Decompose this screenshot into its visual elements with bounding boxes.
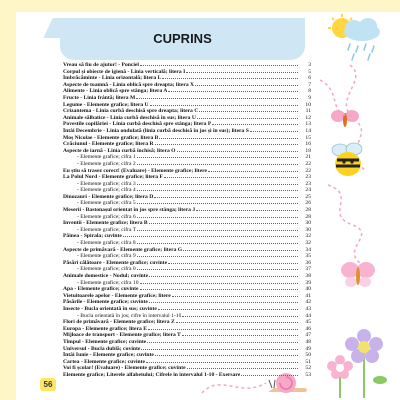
toc-entry-text: - Elemente grafice; cifra T xyxy=(77,226,137,233)
toc-entry xyxy=(63,227,311,234)
toc-entry-text: Eu știu să trasez corect! (Evaluare) - Elemente grafice; litere xyxy=(63,167,207,174)
toc-entry-text: La Polul Nord - Elemente grafice; litera F xyxy=(63,174,163,181)
toc-entry-text: Întâi Iunie - Elemente grafice; cuvinte xyxy=(63,352,154,359)
toc-entry xyxy=(63,115,311,122)
toc-leader-dots xyxy=(149,276,298,277)
toc-entry xyxy=(63,174,311,181)
toc-leader-dots xyxy=(176,322,298,323)
toc-entry-page: 42 xyxy=(305,299,311,306)
toc-entry xyxy=(63,207,311,214)
toc-entry-page: 6 xyxy=(308,75,311,82)
toc-leader-dots xyxy=(197,118,298,119)
toc-entry-page: 44 xyxy=(305,312,311,319)
toc-leader-dots xyxy=(123,236,298,237)
toc-leader-dots xyxy=(140,283,299,284)
toc-leader-dots xyxy=(137,230,298,231)
toc-leader-dots xyxy=(172,296,298,297)
toc-leader-dots xyxy=(148,329,298,330)
toc-entry xyxy=(63,141,311,148)
toc-entry-text: Îmbrăcăminte - Linia orizontală; litera L xyxy=(63,75,162,82)
toc-entry-page: 7 xyxy=(308,81,311,88)
toc-entry xyxy=(63,82,311,89)
toc-entry-text: Aspecte de toamnă - Linia oblică spre dreapta; litera X xyxy=(63,81,195,88)
toc-leader-dots xyxy=(155,144,298,145)
toc-entry-page: 38 xyxy=(305,273,311,279)
toc-entry xyxy=(63,352,311,359)
toc-entry-text: - Elemente grafice; cifra 4 xyxy=(77,187,136,194)
toc-entry xyxy=(63,95,311,102)
toc-leader-dots xyxy=(168,263,298,264)
toc-entry xyxy=(63,280,311,287)
toc-entry xyxy=(63,299,311,306)
toc-entry xyxy=(63,346,311,353)
toc-entry xyxy=(63,326,311,333)
toc-entry xyxy=(63,62,311,69)
toc-entry-text: Timpul - Elemente grafice; cuvinte xyxy=(63,338,147,345)
toc-entry-page: 30 xyxy=(305,220,311,227)
toc-entry xyxy=(63,214,311,221)
toc-leader-dots xyxy=(182,316,298,317)
toc-entry-text: Povestile copilăriei - Linia curbă deschisă spre stânga; litera P xyxy=(63,121,212,128)
toc-entry-page: 9 xyxy=(308,94,311,101)
toc-entry xyxy=(63,148,311,155)
toc-leader-dots xyxy=(196,210,298,211)
toc-entry-text: Flori de primăvară - Elemente grafice; litera Z xyxy=(63,319,175,326)
toc-entry-page: 28 xyxy=(305,213,311,220)
toc-leader-dots xyxy=(186,72,298,73)
toc-leader-dots xyxy=(137,269,298,270)
toc-leader-dots xyxy=(199,111,298,112)
toc-entry xyxy=(63,194,311,201)
toc-entry-page: 46 xyxy=(305,325,311,332)
toc-entry xyxy=(63,233,311,240)
toc-entry-page: 53 xyxy=(305,371,311,378)
toc-entry-text: - Elemente grafice; cifra 10 xyxy=(77,279,139,286)
toc-entry-text: Întâi Decembrie - Linia ondulată (linia curbă deschisă în jos și în sus); litera S xyxy=(63,127,249,134)
toc-entry-page: 43 xyxy=(305,305,311,312)
toc-entry xyxy=(63,121,311,128)
toc-entry xyxy=(63,154,311,161)
toc-entry-page: 41 xyxy=(305,292,311,299)
toc-entry xyxy=(63,359,311,366)
toc-leader-dots xyxy=(137,256,298,257)
toc-entry-text: - Elemente grafice; cifra 2 xyxy=(77,160,136,167)
toc-entry xyxy=(63,313,311,320)
toc-entry-page: 40 xyxy=(305,286,311,293)
toc-entry-text: Mijloace de transport - Elemente grafice; litera T xyxy=(63,332,181,339)
toc-leader-dots xyxy=(187,368,298,369)
toc-entry-page: 21 xyxy=(305,154,311,161)
toc-entry-page: 34 xyxy=(305,246,311,253)
toc-entry-text: Legume - Elemente grafice; litera U xyxy=(63,101,149,108)
toc-leader-dots xyxy=(250,131,298,132)
toc-entry-page: 26 xyxy=(305,200,311,207)
toc-entry xyxy=(63,102,311,109)
toc-entry xyxy=(63,181,311,188)
toc-entry-page: 13 xyxy=(305,121,311,128)
toc-entry-page: 48 xyxy=(305,338,311,345)
toc-leader-dots xyxy=(241,375,298,376)
toc-leader-dots xyxy=(208,171,298,172)
toc-entry-page: 24 xyxy=(305,187,311,194)
bee-icon xyxy=(326,140,370,180)
toc-entry-page: 22 xyxy=(305,167,311,174)
toc-entry-text: Inventii - Elemente grafice; litera B xyxy=(63,220,148,227)
toc-entry-text: Elemente grafice; Literele alfabetului; Cifrele în intervalul 1-10 - Exersare xyxy=(63,371,241,378)
toc-entry-text: Voi fi școlar! (Evaluare) - Elemente grafice; cuvinte xyxy=(63,365,186,372)
toc-entry xyxy=(63,75,311,82)
toc-entry-text: - Elemente grafice; cifra 9 xyxy=(77,253,136,260)
toc-leader-dots xyxy=(177,151,299,152)
toc-entry-page: 47 xyxy=(305,332,311,339)
toc-entry-text: Europa - Elemente grafice; litera E xyxy=(63,325,147,332)
toc-entry-text: - Elemente grafice; cifra 8 xyxy=(77,240,136,247)
toc-leader-dots xyxy=(137,164,298,165)
toc-entry-page: 50 xyxy=(305,352,311,359)
toc-entry-text: Păinea - Spirala; cuvinte xyxy=(63,233,122,240)
toc-entry xyxy=(63,168,311,175)
toc-entry-page: 5 xyxy=(308,68,311,75)
toc-entry-text: Fructe - Linia frântă; litera M xyxy=(63,94,136,101)
toc-leader-dots xyxy=(137,243,298,244)
toc-leader-dots xyxy=(146,362,298,363)
toc-entry-text: Păsările - Elemente grafice; cuvinte xyxy=(63,299,148,306)
toc-entry-text: Alimente - Linia oblică spre stânga; litera A xyxy=(63,88,168,95)
toc-entry xyxy=(63,266,311,273)
toc-entry xyxy=(63,339,311,346)
toc-entry-text: - Bucla orientată în jos; cifre în intervalul 1-10 xyxy=(77,312,182,319)
toc-leader-dots xyxy=(136,98,298,99)
toc-leader-dots xyxy=(195,85,298,86)
toc-leader-dots xyxy=(155,355,298,356)
toc-entry xyxy=(63,247,311,254)
toc-entry-text: - Elemente grafice; cifra 3 xyxy=(77,180,136,187)
toc-entry-page: 23 xyxy=(305,180,311,187)
toc-entry-text: Vreau să fiu de ajutor! - Ponciel xyxy=(63,62,139,68)
top-band xyxy=(0,0,400,12)
toc-leader-dots xyxy=(183,250,298,251)
toc-entry xyxy=(63,69,311,76)
toc-entry-page: 18 xyxy=(305,147,311,154)
toc-entry xyxy=(63,260,311,267)
toc-entry-text: Crăciunul - Elemente grafice; litera R xyxy=(63,141,154,148)
toc-entry-page: 25 xyxy=(305,193,311,200)
toc-entry-page: 8 xyxy=(308,88,311,95)
toc-entry xyxy=(63,286,311,293)
toc-entry-text: Animale sălbatice - Linia curbă deschisă în sus; litera U xyxy=(63,114,196,121)
toc-entry-page: 35 xyxy=(305,253,311,260)
toc-entry xyxy=(63,200,311,207)
toc-entry xyxy=(63,220,311,227)
toc-entry xyxy=(63,365,311,372)
toc-leader-dots xyxy=(137,190,298,191)
toc-leader-dots xyxy=(150,105,298,106)
toc-entry-text: Dinozauri - Elemente grafice; litera D xyxy=(63,193,154,200)
butterfly-icon-2 xyxy=(340,260,376,290)
toc-entry-text: Cartea - Elemente grafice; cuvinte xyxy=(63,358,146,365)
toc-entry xyxy=(63,88,311,95)
toc-leader-dots xyxy=(182,335,298,336)
toc-entry xyxy=(63,319,311,326)
toc-entry-page: 51 xyxy=(305,358,311,365)
toc-entry-text: Aspecte de primăvară - Elemente grafice; litera G xyxy=(63,246,183,253)
toc-entry-page: 39 xyxy=(305,279,311,286)
toc-entry-page: 3 xyxy=(308,62,311,68)
toc-entry-text: - Elemente grafice; cifra 0 xyxy=(77,266,136,273)
toc-leader-dots xyxy=(154,197,298,198)
toc-entry-text: Păsări călătoare - Elemente grafice; cuvinte xyxy=(63,259,168,266)
page-title: CUPRINS xyxy=(153,31,212,46)
toc-leader-dots xyxy=(164,177,298,178)
toc-entry-text: Aspecte de iarnă - Linia curbă închisă; litera O xyxy=(63,147,176,154)
flowers-illustration xyxy=(316,318,396,398)
toc-entry-text: Moș Nicolae - Elemente grafice; litera B xyxy=(63,134,159,141)
toc-entry xyxy=(63,161,311,168)
toc-entry-page: 16 xyxy=(305,141,311,148)
toc-entry xyxy=(63,135,311,142)
toc-entry-page: 45 xyxy=(305,319,311,326)
toc-entry-text: - Elemente grafice; cifra 6 xyxy=(77,213,136,220)
toc-entry-page: 15 xyxy=(305,134,311,141)
toc-leader-dots xyxy=(147,342,298,343)
toc-entry-page: 37 xyxy=(305,266,311,273)
toc-entry-page: 30 xyxy=(305,226,311,233)
toc-leader-dots xyxy=(137,157,298,158)
toc-leader-dots xyxy=(137,203,298,204)
toc-leader-dots xyxy=(212,124,298,125)
toc-leader-dots xyxy=(159,138,298,139)
toc-entry-text: - Elemente grafice; cifra 5 xyxy=(77,200,136,207)
toc-entry-text: Vietuitoarele apelor - Elemente grafice; litere xyxy=(63,292,171,299)
toc-entry-text: - Elemente grafice; cifra 1 xyxy=(77,154,136,161)
toc-entry-page: 22 xyxy=(305,160,311,167)
toc-leader-dots xyxy=(162,78,298,79)
toc-entry-text: Meserii - Bastonașul orientat în jos spre stânga; litera J xyxy=(63,207,196,214)
toc-entry-page: 12 xyxy=(305,114,311,121)
toc-leader-dots xyxy=(137,184,298,185)
title-banner xyxy=(60,18,305,60)
toc-leader-dots xyxy=(158,309,298,310)
toc-entry-page: 28 xyxy=(305,207,311,214)
toc-entry-page: 14 xyxy=(305,127,311,134)
toc-entry xyxy=(63,372,311,379)
toc-entry xyxy=(63,306,311,313)
toc-entry-page: 49 xyxy=(305,345,311,352)
toc-leader-dots xyxy=(149,302,298,303)
toc-entry-page: 52 xyxy=(305,365,311,372)
toc-entry-page: 32 xyxy=(305,233,311,240)
toc-entry-page: 10 xyxy=(305,101,311,108)
toc-entry xyxy=(63,293,311,300)
toc-leader-dots xyxy=(168,91,298,92)
toc-leader-dots xyxy=(140,289,299,290)
toc-entry-text: Animale domestice - Nodul; cuvinte xyxy=(63,273,149,279)
toc-entry xyxy=(63,240,311,247)
sun-cloud-rain-illustration xyxy=(320,14,390,64)
toc-entry xyxy=(63,128,311,135)
toc-entry-page: 23 xyxy=(305,174,311,181)
toc-entry-page: 11 xyxy=(305,108,311,115)
toc-entry xyxy=(63,108,311,115)
toc-leader-dots xyxy=(141,349,298,350)
toc-entry-text: Insecte - Bucla orientată în sus; cuvinte xyxy=(63,305,157,312)
toc-entry-text: Universul - Bucla dublă; cuvinte xyxy=(63,345,141,352)
toc-leader-dots xyxy=(149,223,298,224)
toc-entry-page: 36 xyxy=(305,259,311,266)
toc-entry xyxy=(63,332,311,339)
page-number: 56 xyxy=(40,378,56,391)
table-of-contents xyxy=(63,62,311,379)
toc-leader-dots xyxy=(140,65,298,66)
toc-entry-text: Crizantema - Linia curbă deschisă spre dreapta; litera C xyxy=(63,108,199,115)
toc-entry xyxy=(63,253,311,260)
left-band xyxy=(0,0,16,400)
toc-entry-text: Corpul și obiecte de igienă - Linia verticală; litera I xyxy=(63,68,186,75)
toc-entry-page: 32 xyxy=(305,240,311,247)
toc-entry xyxy=(63,273,311,280)
toc-entry-text: Apa - Elemente grafice; cuvinte xyxy=(63,286,139,293)
toc-entry xyxy=(63,187,311,194)
toc-leader-dots xyxy=(137,217,298,218)
dashed-wave-path xyxy=(318,180,388,270)
